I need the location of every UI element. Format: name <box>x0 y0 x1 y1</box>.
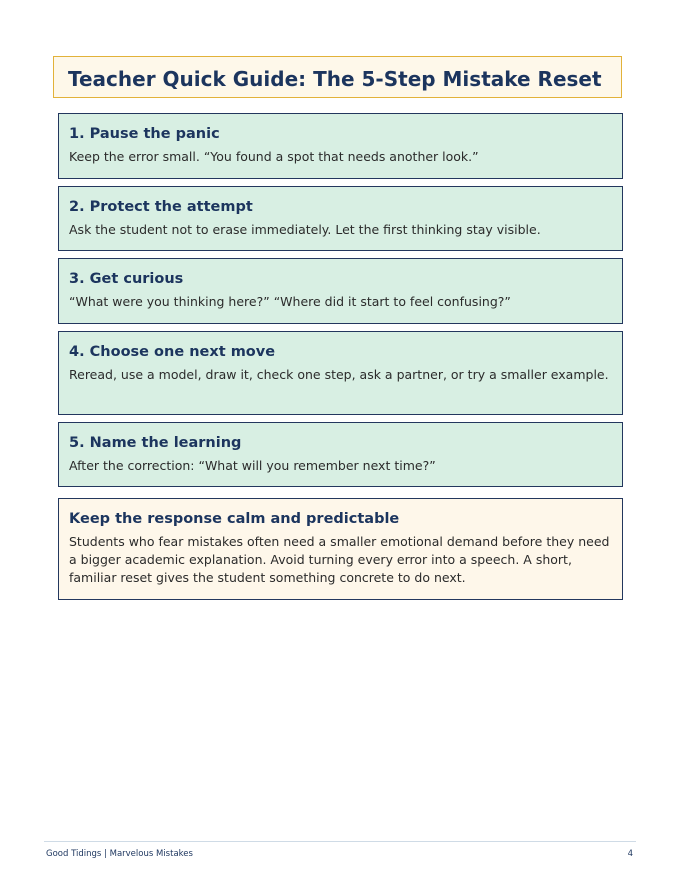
page-number: 4 <box>627 849 633 859</box>
title-banner <box>53 56 622 98</box>
calm-response-note <box>58 498 623 600</box>
step-description: Ask the student not to erase immediately. Let the first thinking stay visible. <box>69 222 541 237</box>
step-card-1 <box>58 113 623 179</box>
step-description: After the correction: “What will you remember next time?” <box>69 458 436 473</box>
step-title: 3. Get curious <box>69 271 184 287</box>
footer-divider <box>44 841 636 842</box>
step-description: “What were you thinking here?” “Where did it start to feel confusing?” <box>69 294 511 309</box>
step-title: 2. Protect the attempt <box>69 199 253 215</box>
note-body: Students who fear mistakes often need a smaller emotional demand before they need a bigger academic explanation. Avoid turning every error into a speech. A short, familiar reset gives the student something concrete to do next. <box>69 534 610 585</box>
step-title: 1. Pause the panic <box>69 126 220 142</box>
step-card-5 <box>58 422 623 487</box>
step-card-4 <box>58 331 623 415</box>
step-title: 5. Name the learning <box>69 435 242 451</box>
step-card-2 <box>58 186 623 251</box>
step-title: 4. Choose one next move <box>69 344 276 360</box>
step-description: Reread, use a model, draw it, check one step, ask a partner, or try a smaller example. <box>69 367 609 382</box>
footer-publication: Good Tidings | Marvelous Mistakes <box>46 849 193 859</box>
page-title: Teacher Quick Guide: The 5-Step Mistake Reset <box>68 67 602 91</box>
step-card-3 <box>58 258 623 324</box>
note-title: Keep the response calm and predictable <box>69 511 400 527</box>
step-description: Keep the error small. “You found a spot that needs another look.” <box>69 149 479 164</box>
